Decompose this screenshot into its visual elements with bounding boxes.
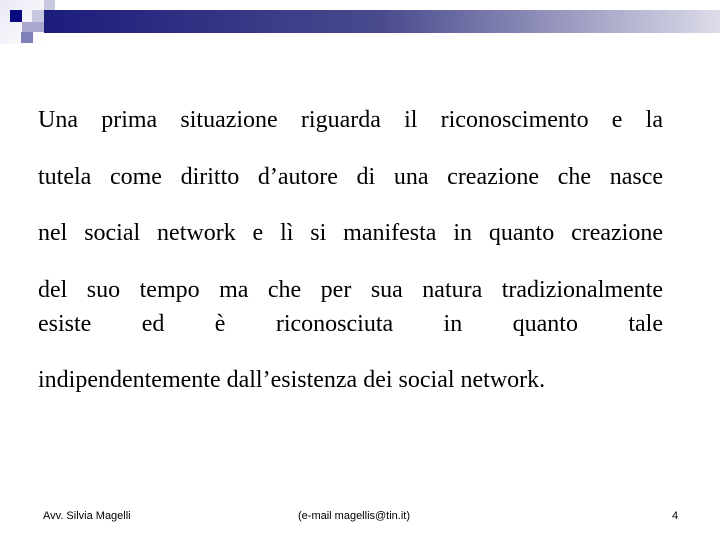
decor-square	[32, 10, 44, 22]
decor-square	[21, 32, 33, 43]
text-line: esiste ed è riconosciuta in quanto tale	[38, 310, 663, 337]
text-line: tutela come diritto d’autore di una creazione che nasce	[38, 163, 663, 190]
text-line: Una prima situazione riguarda il riconoscimento e la	[38, 107, 663, 133]
decor-square	[44, 0, 55, 10]
header-gradient-bar	[44, 10, 720, 33]
text-line: nel social network e lì si manifesta in quanto creazione	[38, 220, 663, 246]
page-number: 4	[672, 510, 679, 522]
text-line: indipendentemente dall’esistenza dei social network.	[38, 367, 546, 393]
footer-email: (e-mail magellis@tin.it)	[298, 510, 411, 522]
footer-author: Avv. Silvia Magelli	[43, 510, 131, 522]
text-line: del suo tempo ma che per sua natura tradizionalmente	[38, 276, 663, 303]
decor-square	[22, 22, 44, 32]
slide-body-text	[38, 100, 663, 417]
decor-square	[10, 10, 22, 22]
